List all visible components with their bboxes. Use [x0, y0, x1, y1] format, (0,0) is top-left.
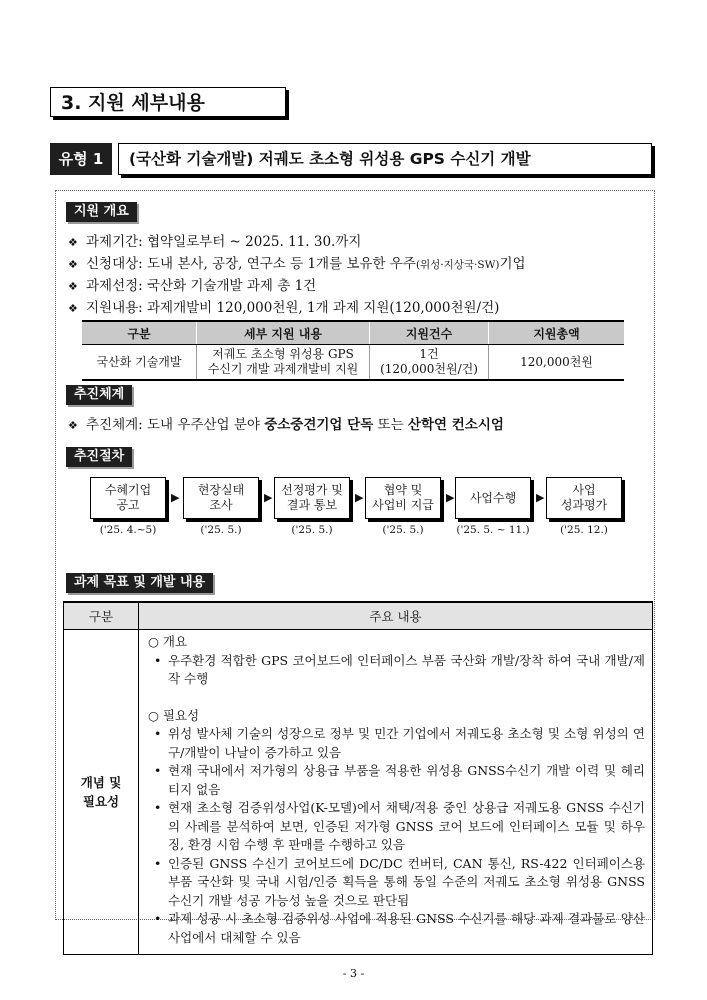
- step-4: 협약 및 사업비 지급: [365, 477, 441, 519]
- page-number: - 3 -: [342, 967, 365, 980]
- step-4-date: ('25. 5.): [382, 524, 424, 536]
- goal-content: [139, 630, 653, 955]
- step-3-date: ('25. 5.): [291, 524, 333, 536]
- goals-table-header: [64, 602, 653, 630]
- step-2-date: ('25. 5.): [200, 524, 242, 536]
- arrow-icon: ▶: [446, 491, 455, 504]
- list-item: • 과제 성공 시 초소형 검증위성 사업에 적용된 GNSS 수신기를 해당 과제 결과물로 양산 사업에서 대체할 수 있음: [154, 911, 645, 945]
- arrow-icon: ▶: [355, 491, 364, 504]
- step-3: 선정평가 및 결과 통보: [274, 477, 350, 519]
- th-total: 지원총액: [489, 321, 625, 345]
- step-5-date: ('25. 5. ~ 11.): [456, 524, 530, 536]
- step-6: 사업 성과평가: [546, 477, 622, 519]
- th-category: 구분: [82, 321, 197, 345]
- table-row: [82, 345, 624, 381]
- arrow-icon: ▶: [536, 491, 545, 504]
- type-title: (국산화 기술개발) 저궤도 초소형 위성용 GPS 수신기 개발: [118, 143, 652, 175]
- table-row: [64, 630, 653, 955]
- list-item: • 위성 발사체 기술의 성장으로 정부 및 민간 기업에서 저궤도용 초소형 및 소형 위성의 연구/개발이 나날이 증가하고 있음: [154, 726, 645, 760]
- section-title: 3. 지원 세부내용: [50, 87, 286, 117]
- procedure-label: 추진절차: [66, 447, 132, 467]
- type-badge: 유형 1: [50, 143, 112, 175]
- cell-total: 120,000천원: [489, 345, 625, 381]
- goal-category: 개념 및 필요성: [64, 630, 139, 955]
- th-goal-content: 주요 내용: [139, 602, 653, 630]
- step-1-date: ('25. 4.~5): [99, 524, 157, 536]
- th-goal-category: 구분: [64, 602, 139, 630]
- support-table: [82, 320, 624, 381]
- cell-count: 1건 (120,000천원/건): [370, 345, 489, 381]
- overview-head: ○ 개요: [148, 634, 188, 649]
- goals-table: [63, 601, 653, 955]
- arrow-icon: ▶: [171, 491, 180, 504]
- need-head: ○ 필요성: [148, 707, 200, 723]
- support-overview-label: 지원 개요: [66, 202, 137, 222]
- system-item: ❖ 추진체계: 도내 우주산업 분야 중소중견기업 단독 또는 산학연 컨소시엄: [68, 417, 504, 433]
- th-count: 지원건수: [370, 321, 489, 345]
- overview-item-target: ❖ 신청대상: 도내 본사, 공장, 연구소 등 1개를 보유한 우주(위성·지상국·SW)기업: [68, 256, 526, 272]
- list-item: • 현재 초소형 검증위성사업(K-모델)에서 채택/적용 중인 상용급 저궤도용 GNSS 수신기의 사례를 분석하여 보면, 인증된 저가형 GNSS 코어 보드에 인터페이스 모듈 및 하우징, 환경 시험 수행 후 판매를 수행하고 있음: [154, 800, 645, 852]
- step-5: 사업수행: [455, 477, 531, 519]
- overview-item-content: ❖ 지원내용: 과제개발비 120,000천원, 1개 과제 지원(120,000천원/건): [68, 300, 500, 316]
- th-detail: 세부 지원 내용: [197, 321, 370, 345]
- overview-item-period: ❖ 과제기간: 협약일로부터 ~ 2025. 11. 30.까지: [68, 234, 362, 250]
- list-item: • 인증된 GNSS 수신기 코어보드에 DC/DC 컨버터, CAN 통신, RS-422 인터페이스용 부품 국산화 및 국내 시험/인증 획득을 통해 동일 수준의 저궤도 초소형 위성용 GNSS 수신기 개발 성공 가능성 높을 것으로 판단됨: [154, 855, 645, 908]
- cell-detail: 저궤도 초소형 위성용 GPS 수신기 개발 과제개발비 지원: [197, 345, 370, 381]
- cell-category: 국산화 기술개발: [82, 345, 197, 381]
- step-2: 현장실태 조사: [183, 477, 259, 519]
- support-table-header: [82, 321, 624, 345]
- goals-label: 과제 목표 및 개발 내용: [66, 573, 213, 593]
- overview-item-selection: ❖ 과제선정: 국산화 기술개발 과제 총 1건: [68, 278, 317, 294]
- list-item: • 우주환경 적합한 GPS 코어보드에 인터페이스 부품 국산화 개발/장착 하여 국내 개발/제작 수행: [154, 652, 645, 686]
- step-6-date: ('25. 12.): [560, 524, 608, 536]
- system-label: 추진체계: [66, 385, 132, 405]
- arrow-icon: ▶: [264, 491, 273, 504]
- list-item: • 현재 국내에서 저가형의 상용급 부품을 적용한 위성용 GNSS수신기 개발 이력 및 헤리티지 없음: [154, 763, 645, 797]
- step-1: 수혜기업 공고: [90, 477, 166, 519]
